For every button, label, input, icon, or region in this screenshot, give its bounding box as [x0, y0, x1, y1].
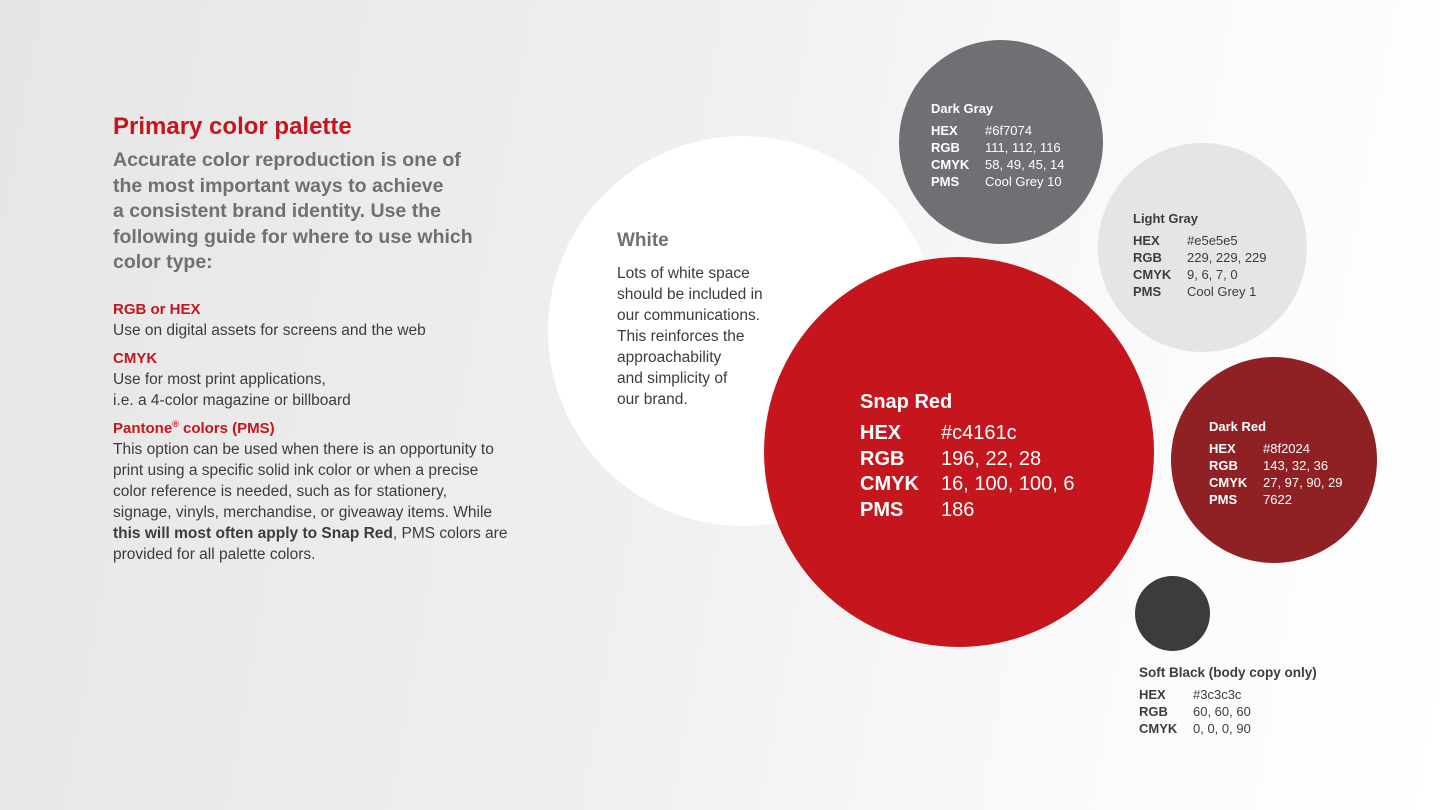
light-gray-name: Light Gray [1133, 211, 1199, 226]
intro-text [113, 148, 543, 276]
spec-row: CMYK 0, 0, 0, 90 [1139, 721, 1251, 736]
pantone-body-line: signage, vinyls, merchandise, or giveaway items. While [113, 503, 493, 521]
snap-red-spec [860, 389, 1074, 523]
cmyk-body-line: i.e. a 4-color magazine or billboard [113, 391, 351, 409]
soft-black-spec [1139, 664, 1317, 737]
pantone-body-line: color reference is needed, such as for stationery, [113, 482, 447, 500]
soft-black-name: Soft Black (body copy only) [1139, 665, 1317, 680]
pantone-section [113, 419, 543, 565]
rgb-hex-heading: RGB or HEX [113, 300, 201, 318]
spec-row: HEX #3c3c3c [1139, 687, 1242, 702]
pantone-heading: Pantone® colors (PMS) [113, 418, 275, 437]
spec-row: RGB 143, 32, 36 [1209, 458, 1329, 473]
pantone-body-line: this will most often apply to Snap Red, PMS colors are [113, 524, 508, 542]
dark-gray-values [931, 122, 1065, 190]
soft-black-values [1139, 686, 1251, 737]
dark-red-name: Dark Red [1209, 419, 1267, 434]
intro-line: the most important ways to achieve [113, 174, 444, 197]
dark-red-spec [1209, 418, 1343, 508]
spec-row: HEX #8f2024 [1209, 441, 1310, 456]
spec-row: PMS Cool Grey 10 [931, 174, 1062, 189]
spec-row: CMYK 16, 100, 100, 6 [860, 473, 1075, 495]
page-title: Primary color palette [113, 113, 352, 140]
spec-row: RGB 60, 60, 60 [1139, 704, 1251, 719]
spec-row: CMYK 9, 6, 7, 0 [1133, 267, 1238, 282]
spec-row: RGB 111, 112, 116 [931, 140, 1061, 155]
dark-gray-spec [931, 100, 1065, 190]
pantone-body-line: provided for all palette colors. [113, 545, 316, 563]
spec-row: CMYK 27, 97, 90, 29 [1209, 475, 1343, 490]
rgb-hex-body: Use on digital assets for screens and the web [113, 321, 426, 339]
light-gray-values [1133, 232, 1267, 300]
spec-row: CMYK 58, 49, 45, 14 [931, 157, 1065, 172]
spec-row: RGB 196, 22, 28 [860, 447, 1042, 470]
intro-line: following guide for where to use which [113, 225, 473, 248]
light-gray-spec [1133, 210, 1267, 300]
dark-gray-name: Dark Gray [931, 101, 994, 116]
spec-row: HEX #e5e5e5 [1133, 233, 1238, 248]
cmyk-heading: CMYK [113, 349, 158, 367]
spec-row: RGB 229, 229, 229 [1133, 250, 1267, 265]
snap-red-values [860, 421, 1074, 523]
spec-row: PMS 186 [860, 498, 975, 521]
dark-red-values [1209, 440, 1343, 508]
pantone-body-line: This option can be used when there is an opportunity to [113, 440, 494, 458]
spec-row: HEX #c4161c [860, 422, 1017, 444]
spec-row: PMS 7622 [1209, 492, 1292, 507]
rgb-hex-section [113, 300, 543, 341]
white-swatch-name: White [617, 230, 669, 251]
cmyk-section [113, 349, 543, 411]
palette-guide [113, 112, 543, 565]
white-swatch-description: Lots of white space should be included in our communications. This reinforces the approachability and simplicity of our brand. [617, 265, 763, 408]
pantone-body-line: print using a specific solid ink color or when a precise [113, 461, 479, 479]
cmyk-body-line: Use for most print applications, [113, 370, 326, 388]
intro-line: color type: [113, 251, 213, 274]
intro-line: a consistent brand identity. Use the [113, 200, 441, 223]
spec-row: HEX #6f7074 [931, 123, 1032, 138]
snap-red-name: Snap Red [860, 391, 953, 413]
intro-line: Accurate color reproduction is one of [113, 149, 461, 171]
spec-row: PMS Cool Grey 1 [1133, 284, 1257, 299]
soft-black-swatch-circle [1135, 576, 1210, 651]
